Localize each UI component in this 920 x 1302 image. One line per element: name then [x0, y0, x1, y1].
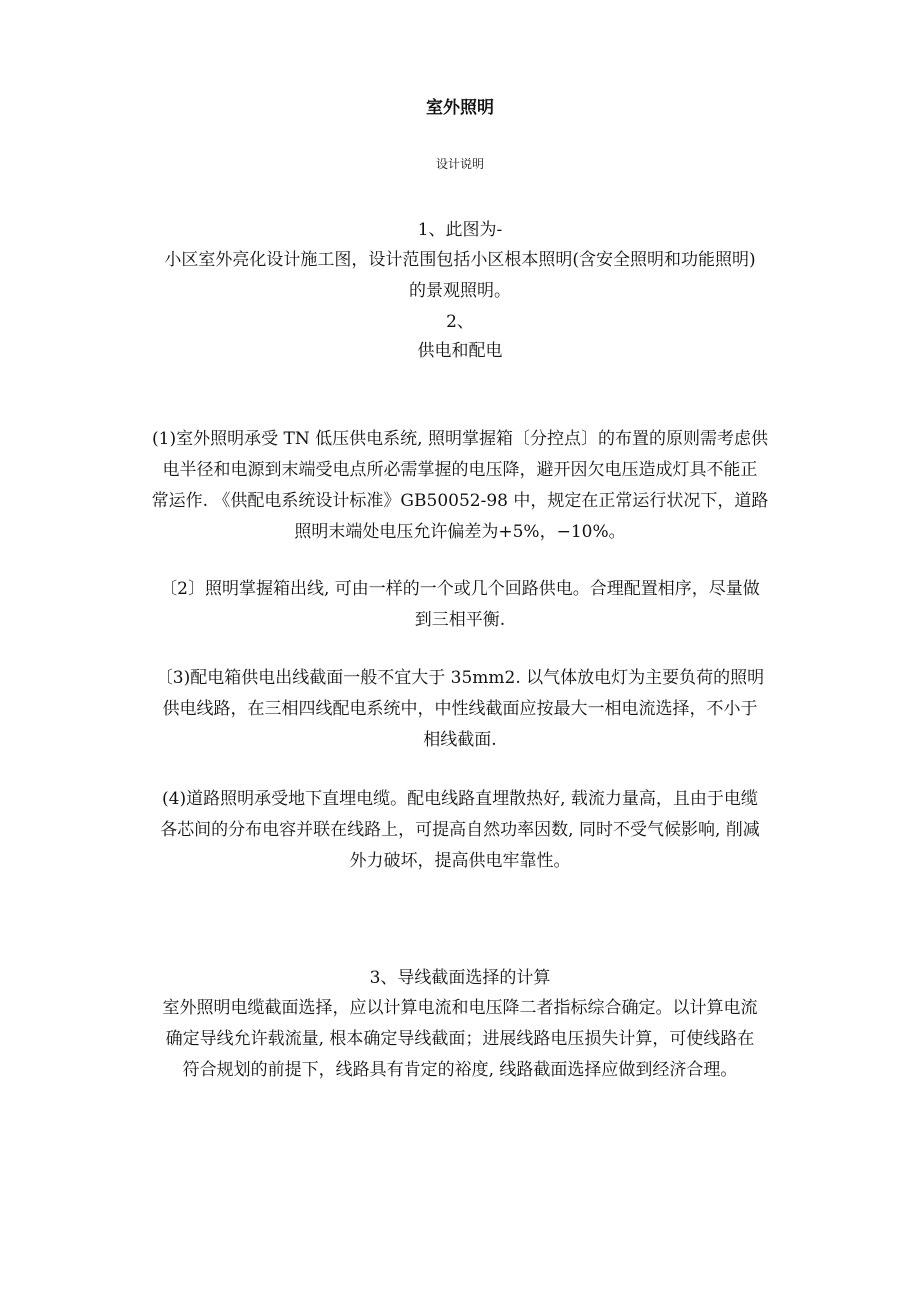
item4-line: (4)道路照明承受地下直埋电缆。配电线路直埋散热好, 载流力量高，且由于电缆 — [162, 789, 758, 809]
document-subtitle: 设计说明 — [435, 157, 484, 171]
section2-item1 — [0, 424, 920, 548]
section3-line: 室外照明电缆截面选择，应以计算电流和电压降二者指标综合确定。以计算电流 — [162, 998, 758, 1018]
document-title: 室外照明 — [426, 98, 494, 118]
section2-number: 2、 — [446, 312, 474, 332]
section3-line: 确定导线允许载流量, 根本确定导线截面；进展线路电压损失计算，可使线路在 — [165, 1029, 755, 1049]
section2-item2 — [0, 574, 920, 636]
item1-line: (1)室外照明承受 TN 低压供电系统, 照明掌握箱〔分控点〕的布置的原则需考虑供 — [152, 429, 768, 449]
item2-line: 到三相平衡. — [414, 610, 506, 630]
section2-item4 — [0, 784, 920, 877]
item4-line: 外力破坏，提高供电牢靠性。 — [349, 851, 571, 871]
item1-line: 照明末端处电压允许偏差为+5%，−10%。 — [294, 522, 626, 542]
section1-body — [0, 245, 920, 307]
section1-heading: 1、此图为- — [417, 220, 503, 240]
item3-line: 供电线路，在三相四线配电系统中，中性线截面应按最大一相电流选择，不小于 — [162, 699, 758, 719]
item4-line: 各芯间的分布电容并联在线路上，可提高自然功率因数, 同时不受气候影响, 削减 — [160, 820, 760, 840]
item1-line: 电半径和电源到末端受电点所必需掌握的电压降，避开因欠电压造成灯具不能正 — [162, 460, 758, 480]
item3-line: 相线截面. — [423, 730, 497, 750]
section3-line: 符合规划的前提下，线路具有肯定的裕度, 线路截面选择应做到经济合理。 — [182, 1060, 738, 1080]
item1-line: 常运作. 《供配电系统设计标准》GB50052-98 中，规定在正常运行状况下，道路 — [151, 491, 769, 511]
section2-item3 — [0, 663, 920, 756]
section2-heading: 供电和配电 — [417, 341, 503, 361]
section1-line: 的景观照明。 — [409, 281, 511, 301]
section3-heading: 3、导线截面选择的计算 — [369, 968, 551, 988]
section3-body — [0, 993, 920, 1086]
section1-line: 小区室外亮化设计施工图，设计范围包括小区根本照明(含安全照明和功能照明) — [164, 250, 756, 270]
item3-line: 〔3)配电箱供电出线截面一般不宜大于 35mm2. 以气体放电灯为主要负荷的照明 — [155, 668, 765, 688]
item2-line: 〔2〕照明掌握箱出线, 可由一样的一个或几个回路供电。合理配置相序，尽量做 — [160, 579, 760, 599]
